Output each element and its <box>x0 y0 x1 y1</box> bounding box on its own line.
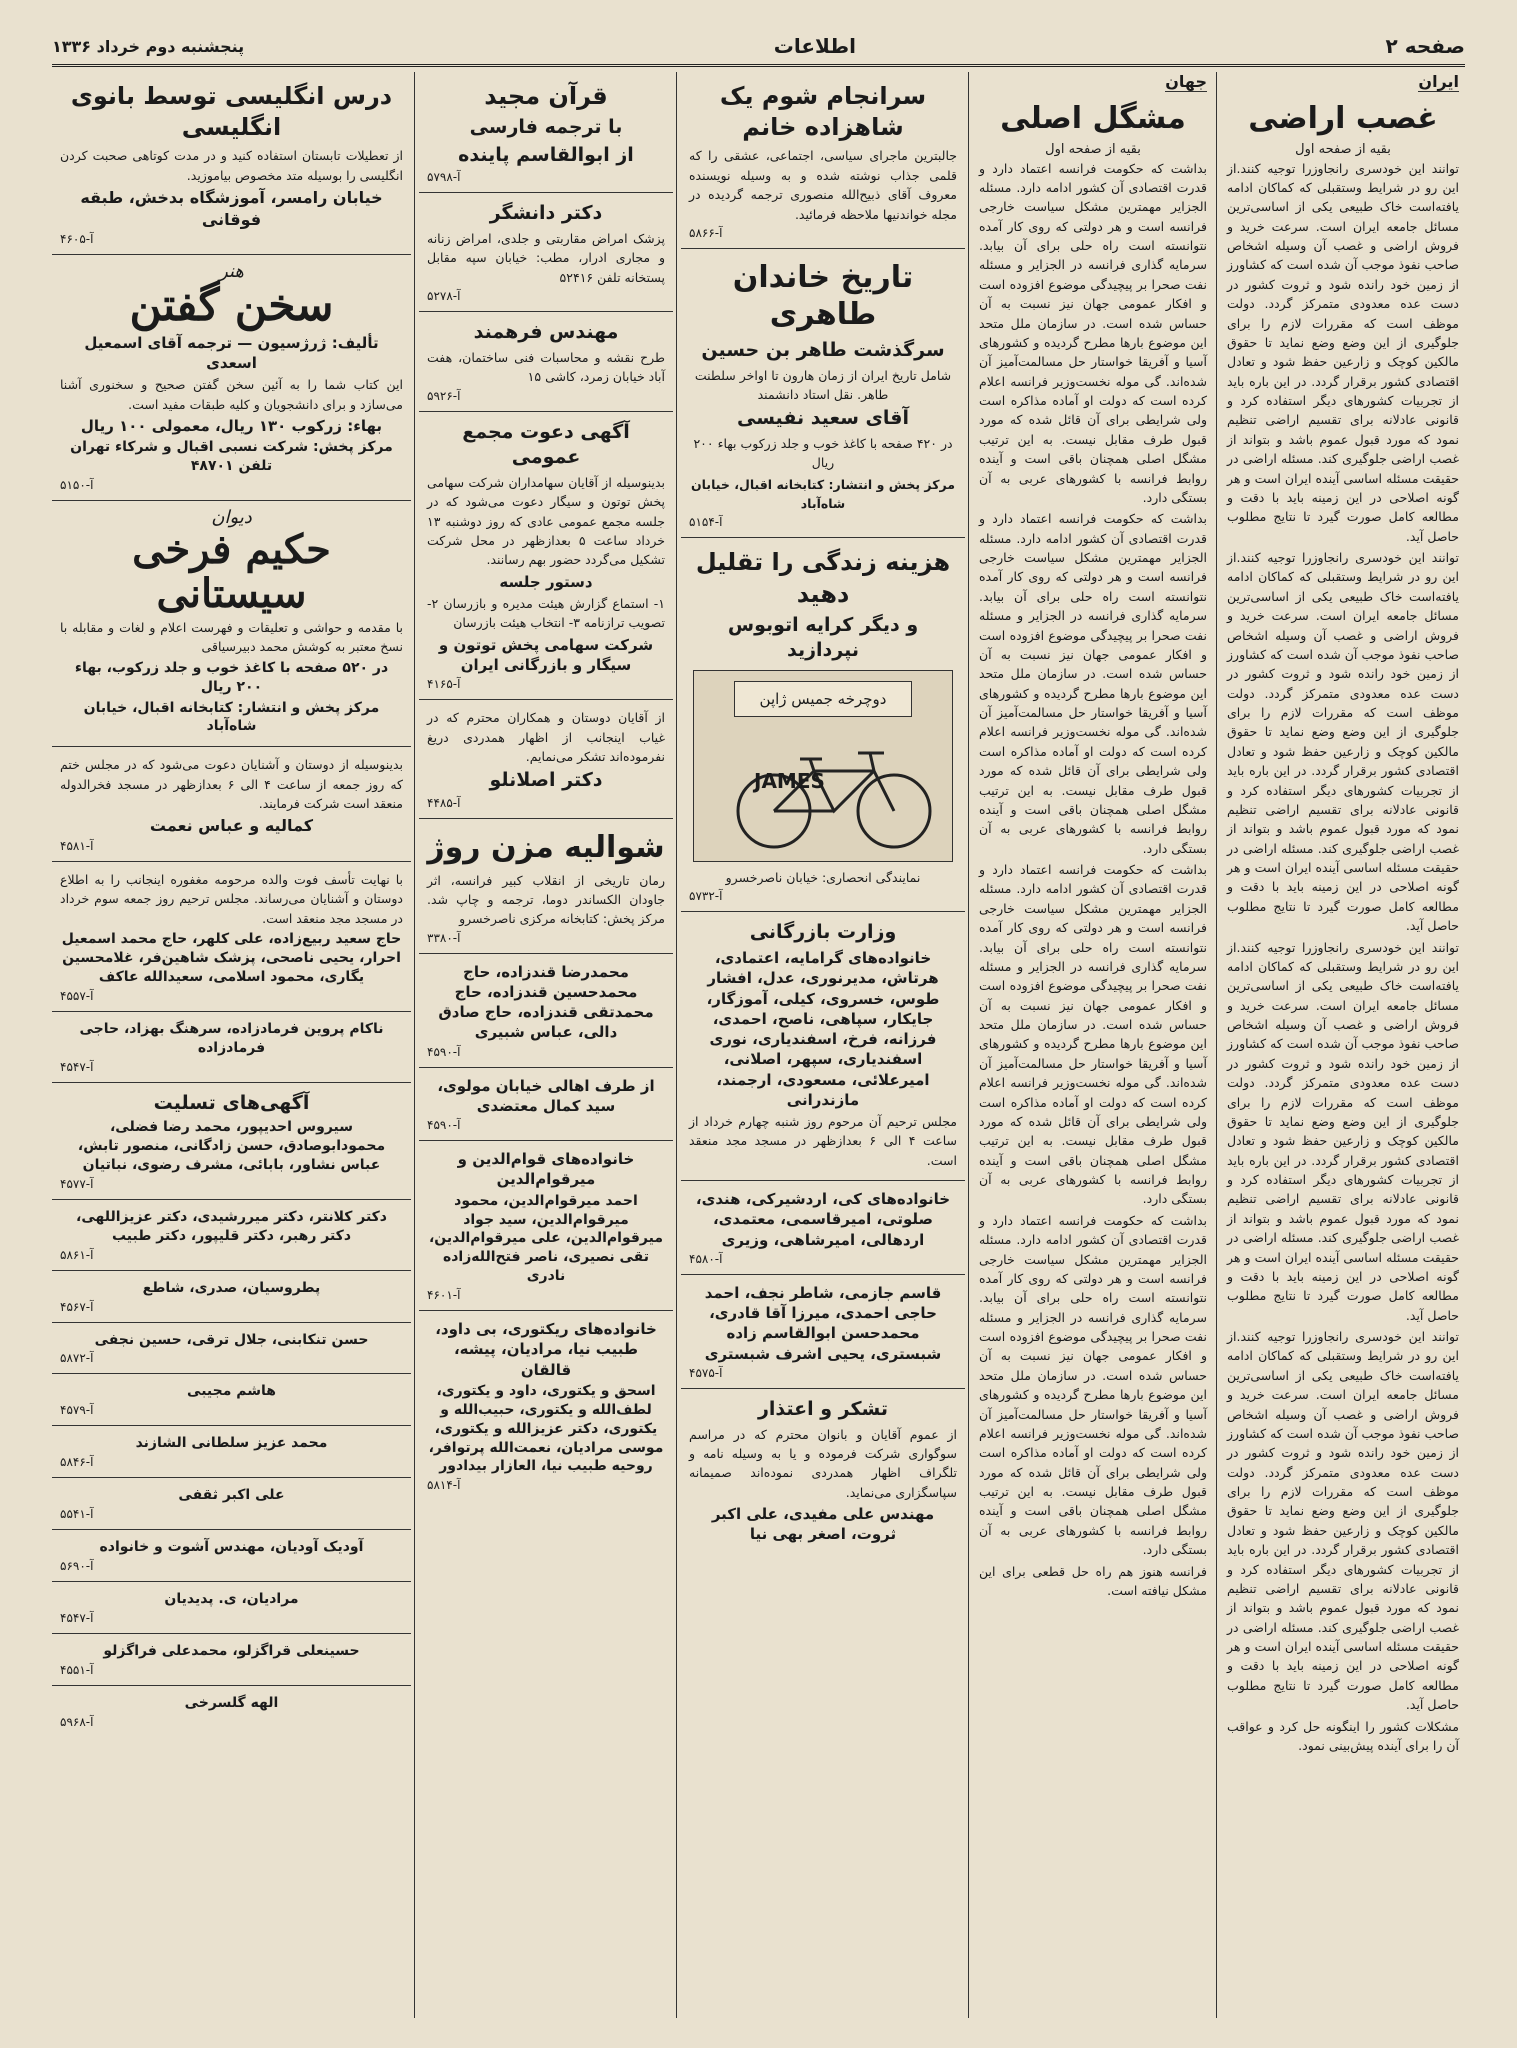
ad-text: از تعطیلات تابستان استفاده کنید و در مدت کوتاهی صحبت کردن انگلیسی را بوسیله متد مخصوص بیاموزید. <box>60 148 403 183</box>
page-header <box>52 28 1465 67</box>
section-tag: جهان <box>1165 72 1207 91</box>
family-names: سیروس احدیپور، محمد رضا فضلی، محمودابوصادق، حسن زادگانی، منصور تابش، عباس نشاور، بابائی، مشرف رضوی، نباتیان <box>77 1119 386 1174</box>
ad-code: آ-۵۷۳۲ <box>689 889 723 904</box>
condolence-section <box>52 1083 411 1200</box>
condolence-notice <box>52 1012 411 1083</box>
ad-code: آ-۵۶۹۰ <box>60 1559 94 1574</box>
column-five <box>52 72 411 2018</box>
article-body: بداشت که حکومت فرانسه اعتماد دارد و قدرت اقتصادی آن کشور ادامه دارد. مسئله الجزایر مهمترین مشکل سیاست خارجی فرانسه است و هر دولتی که روی کار آمده نتوانسته است راه حلی برای آن بیابد. سرمایه گذاری فرانسه در الجزایر و مسئله نفت صحرا بر پیچیدگی موضوع افزوده است و افکار عمومی جهان نیز نسبت به آن حساس شده است. در سازمان ملل متحد این موضوع بارها مطرح گردیده و کشورهای آسیا و آفریقا خواستار حل مسالمت‌آمیز آن شده‌اند. گی موله نخست‌وزیر فرانسه اعلام کرده است که دولت او آماده مذاکره است ولی شرایطی برای آن قائل شده که مورد قبول طرف مقابل نیست. به این ترتیب مشگل اصلی همچنان باقی است و آینده روابط فرانسه با کشورهای عربی به آن بستگی دارد. <box>979 511 1207 856</box>
ad-code: آ-۵۹۲۶ <box>427 388 461 403</box>
continuation-note: بقیه از صفحه اول <box>1295 141 1391 157</box>
ad-code: آ-۴۵۶۷ <box>60 1299 94 1314</box>
doctor-name: دکتر دانشگر <box>489 202 603 225</box>
ad-code: آ-۵۲۷۸ <box>427 289 461 304</box>
article-title: غصب اراضی <box>1248 101 1438 136</box>
ad-code: آ-۴۶۰۱ <box>427 1288 461 1303</box>
book-author: تألیف: ژرژسیون — ترجمه آقای اسمعیل اسعدی <box>84 333 379 372</box>
notice-text: از آقایان دوستان و همکاران محترم که در غیاب اینجانب از اظهار همدردی دریغ نفرموده‌اند تشکر می‌نمایم. <box>427 710 665 765</box>
column-world <box>973 72 1213 2018</box>
continuation-note: بقیه از صفحه اول <box>1045 141 1141 157</box>
doctor-text: پزشک امراض مقاربتی و جلدی، امراض زنانه و مجاری ادرار، مطب: خیابان سپه مقابل پستخانه تلفن ۵۲۴۱۶ <box>427 231 665 285</box>
condolence-notice <box>52 1374 411 1426</box>
condolence-notice <box>419 1311 673 1500</box>
condolence-notice <box>52 1634 411 1686</box>
notice-head: خانواده‌های قوام‌الدین و میرقوام‌الدین <box>457 1150 635 1189</box>
family-names: ناکام پروین فرمادزاده، سرهنگ بهزاد، حاجی فرمادزاده <box>79 1020 384 1056</box>
notice-text: از عموم آقایان و بانوان محترم که در مراسم سوگواری شرکت فرموده و یا به وسیله نامه و تلگراف اظهار همدردی نموده‌اند صمیمانه سپاسگزاری می‌نماید. <box>689 1426 957 1500</box>
article-body: توانند این خودسری رانجاوزرا توجیه کنند.از این رو در شرایط وستقبلی که کماکان ادامه یافته‌است خاک طبیعی یکی از اساسی‌ترین مسائل جامعه ایران است. سرعت خرید و فروش اراضی و غصب آن وسیله اشخاص صاحب نفوذ موجب آن شده است که کشاورز از زمین خود رانده شود و ثروت کشور در دست عده معدودی متمرکز گردد. دولت موظف است که مقررات لازم را برای جلوگیری از این وضع وضع نماید تا حقوق مالکین کوچک و زارعین حفظ شود و تعادل اقتصادی کشور برقرار گردد. در این باره باید از تجربیات کشورهای دیگر استفاده کرد و قانونی عادلانه برای تقسیم اراضی تنظیم نمود که مورد قبول عموم باشد و بتواند از غصب اراضی جلوگیری کند. مسئله اراضی در حقیقت مسئله اساسی آینده ایران است و هر گونه اصلاحی در این زمینه باید با دقت و مطالعه کامل صورت گیرد تا نتایج مطلوب حاصل آید. <box>1227 939 1459 1323</box>
ad-code: آ-۴۵۹۰ <box>427 1044 461 1059</box>
book-distributor: مرکز پخش: شرکت نسبی اقبال و شرکاء تهران تلفن ۴۸۷۰۱ <box>70 439 393 475</box>
ad-code: آ-۴۵۴۷ <box>60 1610 94 1625</box>
condolence-notice <box>52 1530 411 1582</box>
article-closing: فرانسه هنوز هم راه حل قطعی برای این مشکل نیافته است. <box>979 1563 1207 1598</box>
ad-code: آ-۴۵۸۰ <box>689 1251 723 1266</box>
family-names: پطروسیان، صدری، شاطع <box>142 1279 321 1296</box>
ad-code: آ-۵۵۴۱ <box>60 1507 94 1522</box>
section-head: آگهی‌های تسلیت <box>153 1091 310 1114</box>
ad-address: خیابان رامسر، آموزشگاه بدخش، طبقه فوقانی <box>80 188 383 229</box>
company-name: شرکت سهامی پخش توتون و سیگار و بازرگانی ایران <box>438 635 654 675</box>
ad-code: آ-۴۵۵۷ <box>60 988 94 1003</box>
book-price: در ۴۲۰ صفحه با کاغذ خوب و جلد زرکوب بهاء ۲۰۰ ریال <box>693 435 953 471</box>
family-names: علی اکبر ثقفی <box>178 1487 285 1504</box>
article-body: بداشت که حکومت فرانسه اعتماد دارد و قدرت اقتصادی آن کشور ادامه دارد. مسئله الجزایر مهمترین مشکل سیاست خارجی فرانسه است و هر دولتی که روی کار آمده نتوانسته است راه حلی برای آن بیابد. سرمایه گذاری فرانسه در الجزایر و مسئله نفت صحرا بر پیچیدگی موضوع افزوده است و افکار عمومی جهان نیز نسبت به آن حساس شده است. در سازمان ملل متحد این موضوع بارها مطرح گردیده و کشورهای آسیا و آفریقا خواستار حل مسالمت‌آمیز آن شده‌اند. گی موله نخست‌وزیر فرانسه اعلام کرده است که دولت او آماده مذاکره است ولی شرایطی برای آن قائل شده که مورد قبول طرف مقابل نیست. به این ترتیب مشگل اصلی همچنان باقی است و آینده روابط فرانسه با کشورهای عربی به آن بستگی دارد. <box>979 1212 1207 1558</box>
issue-date: پنجشنبه دوم خرداد ۱۳۳۶ <box>52 36 245 56</box>
bicycle-icon <box>694 671 964 861</box>
column-rule <box>414 72 415 2018</box>
bicycle-ad <box>681 538 965 912</box>
book-text: شامل تاریخ ایران از زمان هارون تا اواخر سلطنت طاهر. نقل استاد دانشمند <box>694 367 952 402</box>
column-rule <box>968 72 969 2018</box>
family-names: دکتر کلانتر، دکتر میررشیدی، دکتر عزیزاللهی، دکتر رهبر، دکتر قلیپور، دکتر طبیب <box>76 1208 387 1244</box>
book-price: در ۵۲۰ صفحه با کاغذ خوب و جلد زرکوب، بهاء ۲۰۰ ریال <box>74 659 389 695</box>
article-body: بداشت که حکومت فرانسه اعتماد دارد و قدرت اقتصادی آن کشور ادامه دارد. مسئله الجزایر مهمترین مشکل سیاست خارجی فرانسه است و هر دولتی که روی کار آمده نتوانسته است راه حلی برای آن بیابد. سرمایه گذاری فرانسه در الجزایر و مسئله نفت صحرا بر پیچیدگی موضوع افزوده است و افکار عمومی جهان نیز نسبت به آن حساس شده است. در سازمان ملل متحد این موضوع بارها مطرح گردیده و کشورهای آسیا و آفریقا خواستار حل مسالمت‌آمیز آن شده‌اند. گی موله نخست‌وزیر فرانسه اعلام کرده است که دولت او آماده مذاکره است ولی شرایطی برای آن قائل شده که مورد قبول طرف مقابل نیست. به این ترتیب مشگل اصلی همچنان باقی است و آینده روابط فرانسه با کشورهای عربی به آن بستگی دارد. <box>979 862 1207 1207</box>
book-title-small: دیوان <box>211 506 252 528</box>
column-four <box>419 72 673 2018</box>
notice-head: خانواده‌های ریکتوری، بی داود، طبیب نیا، مرادیان، پیشه، قالقان <box>435 1320 657 1379</box>
family-names: مهندس علی مفیدی، علی اکبر ثروت، اصغر بهی نیا <box>711 1505 935 1544</box>
invitation-notice <box>52 747 411 862</box>
ad-headline: هزینه زندگی را تقلیل دهید <box>695 548 951 608</box>
doctor-ad <box>419 193 673 312</box>
column-iran <box>1221 72 1465 2018</box>
condolence-notice <box>52 1478 411 1530</box>
family-names: کمالیه و عباس نعمت <box>149 816 314 836</box>
ad-code: آ-۵۸۶۶ <box>689 225 723 240</box>
book-text: با مقدمه و حواشی و تعلیقات و فهرست اعلام و لغات و مقابله با نسخ معتبر به کوشش محمد دبیرسیاقی <box>60 619 403 655</box>
agenda-items: ۱- استماع گزارش هیئت مدیره و بازرسان ۲- تصویب ترازنامه ۳- انتخاب هیئت بازرسان <box>427 596 665 631</box>
family-names: آودیک آودیان، مهندس آشوت و خانواده <box>99 1539 364 1556</box>
story-text: جالبترین ماجرای سیاسی، اجتماعی، عشقی را که قلمی جذاب نوشته شده و به وسیله نویسنده معروف آقای ذبیح‌الله منصوری ترجمه گردیده در مجله خواندنیها ملاحظه فرمائید. <box>689 148 957 222</box>
thanks-notice <box>681 1389 965 1555</box>
engineer-ad <box>419 312 673 411</box>
book-text: رمان تاریخی از انقلاب کبیر فرانسه، اثر جاودان الکساندر دوما، ترجمه و چاپ شد. مرکز پخش: کتابخانه مرکزی ناصرخسرو <box>427 872 665 927</box>
book-distributor: مرکز پخش و انتشار: کتابخانه اقبال، خیابان شاه‌آباد <box>83 699 380 735</box>
family-names: حسن تنکابنی، جلال ترقی، حسین نجفی <box>94 1331 369 1348</box>
ad-code: آ-۴۵۸۱ <box>60 839 94 854</box>
ad-code: آ-۵۷۹۸ <box>427 170 461 185</box>
ad-code: آ-۴۵۵۱ <box>60 1662 94 1677</box>
ad-headline: درس انگلیسی توسط بانوی انگلیسی <box>70 82 393 142</box>
book-title: تاریخ خاندان طاهری <box>732 259 914 333</box>
book-text: این کتاب شما را به آئین سخن گفتن صحیح و سخنوری آشنا می‌سازد و برای دانشجویان و کلیه طبقات مفید است. <box>60 377 403 412</box>
story-title: سرانجام شوم یک شاهزاده خانم <box>719 82 927 142</box>
column-three <box>681 72 965 2018</box>
family-names: مرادیان، ی. پدیدیان <box>164 1591 299 1608</box>
notice-text: مجلس ترحیم آن مرحوم روز شنبه چهارم خرداد از ساعت ۴ الی ۶ بعدازظهر در مسجد مجد منعقد است. <box>689 1114 957 1168</box>
book-title: شوالیه مزن روژ <box>427 830 665 866</box>
assembly-notice <box>419 412 673 701</box>
ad-subtext: نمایندگی انحصاری: خیابان ناصرخسرو <box>725 870 921 886</box>
ad-code: آ-۴۴۸۵ <box>427 796 461 811</box>
condolence-notice <box>52 1271 411 1323</box>
condolence-notice <box>52 1426 411 1478</box>
notice-head: تشکر و اعتذار <box>757 1397 889 1420</box>
notice-text: با نهایت تأسف فوت والده مرحومه مغفوره اینجانب را به اطلاع دوستان و آشنایان می‌رساند. مجلس ترحیم روز جمعه سوم خرداد در مسجد مجد منعقد است. <box>60 872 403 926</box>
section-tag: ایران <box>1418 72 1459 91</box>
ad-code: آ-۵۱۵۰ <box>60 477 94 492</box>
family-names: محمد عزیز سلطانی الشازند <box>135 1435 328 1452</box>
column-rule <box>1216 72 1217 2018</box>
family-names: حسینعلی قراگزلو، محمدعلی فراگزلو <box>103 1642 360 1659</box>
book-author: از ابوالقاسم پاینده <box>458 143 634 166</box>
ad-code: آ-۴۵۹۰ <box>427 1118 461 1133</box>
notice-head: وزارت بازرگانی <box>749 921 897 944</box>
notice-head: آگهی دعوت مجمع عمومی <box>462 420 630 469</box>
ad-code: آ-۴۵۴۷ <box>60 1059 94 1074</box>
ad-code: آ-۴۵۷۵ <box>689 1365 723 1380</box>
column-rule <box>676 72 677 2018</box>
notice-signature: دکتر اصلانلو <box>489 769 603 792</box>
condolence-notice <box>52 862 411 1012</box>
engineer-name: مهندس فرهمند <box>473 321 619 344</box>
family-names: احمد میرقوام‌الدین، محمود میرقوام‌الدین، سید جواد میرقوام‌الدین، علی میرقوام‌الدین، تقی نصیری، ناصر فتح‌الله‌زاده نادری <box>428 1192 663 1285</box>
ad-code: آ-۵۸۴۶ <box>60 1455 94 1470</box>
family-names: محمدرضا قندزاده، حاج محمدحسین قندزاده، حاج محمدتقی قندزاده، حاج صادق دالی، عباس شبیری <box>438 962 654 1042</box>
ad-code: آ-۳۳۸۰ <box>427 930 461 945</box>
quran-ad <box>419 72 673 193</box>
notice-text: بدینوسیله از آقایان سهامداران شرکت سهامی پخش توتون و سیگار دعوت می‌شود که در جلسه مجمع عمومی عادی که روز دوشنبه ۱۳ خرداد ساعت ۵ بعدازظهر در محل شرکت تشکیل می‌گردد حضور بهم رسانند. <box>427 474 665 568</box>
article-body: توانند این خودسری رانجاوزرا توجیه کنند.از این رو در شرایط وستقبلی که کماکان ادامه یافته‌است خاک طبیعی یکی از اساسی‌ترین مسائل جامعه ایران است. سرعت خرید و فروش اراضی و غصب آن وسیله اشخاص صاحب نفوذ موجب آن شده است که کشاورز از زمین خود رانده شود و ثروت کشور در دست عده معدودی متمرکز گردد. دولت موظف است که مقررات لازم را برای جلوگیری از این وضع وضع نماید تا حقوق مالکین کوچک و زارعین حفظ شود و تعادل اقتصادی کشور برقرار گردد. در این باره باید از تجربیات کشورهای دیگر استفاده کرد و قانونی عادلانه برای تقسیم اراضی تنظیم نمود که مورد قبول عموم باشد و بتواند از غصب اراضی جلوگیری کند. مسئله اراضی در حقیقت مسئله اساسی آینده ایران است و هر گونه اصلاحی در این زمینه باید با دقت و مطالعه کامل صورت گیرد تا نتایج مطلوب حاصل آید. <box>1227 160 1459 544</box>
family-names: خانواده‌های کی، اردشیرکی، هندی، صلوتی، امیرقاسمی، معتمدی، اردهالی، امیرشاهی، وزیری <box>695 1190 951 1249</box>
book-title-small: هنر <box>219 261 244 283</box>
thanks-notice <box>419 700 673 819</box>
bicycle-illustration <box>693 670 953 862</box>
notice-text: بدینوسیله از دوستان و آشنایان دعوت می‌شود که در مجلس ختم که روز جمعه از ساعت ۴ الی ۶ بعدازظهر در مسجد فخرالدوله منعقد است شرکت فرمایند. <box>60 757 403 812</box>
ad-code: آ-۴۵۷۹ <box>60 1403 94 1418</box>
condolence-notice <box>419 1141 673 1311</box>
condolence-notice <box>419 954 673 1068</box>
family-names: از طرف اهالی خیابان مولوی، سید کمال معتضدی <box>437 1076 655 1115</box>
family-names: اسحق و یکتوری، داود و یکتوری، لطف‌الله و یکتوری، حبیب‌الله و یکتوری، دکتر عزیزالله و یکتوری، موسی مرادیان، نعمت‌الله پرتوافر، روحیه طبیب نیا، العازار بیدادور <box>428 1382 664 1475</box>
book-ad-divan <box>52 501 411 747</box>
condolence-notice <box>681 1275 965 1389</box>
book-subtitle: سرگذشت طاهر بن حسین <box>701 338 945 361</box>
book-title-calligraphy: سخن گفتن <box>129 280 334 332</box>
ad-code: آ-۵۱۵۴ <box>689 515 723 530</box>
book-ad-tahiri <box>681 249 965 539</box>
ad-code: آ-۴۱۶۵ <box>427 677 461 692</box>
ad-code: آ-۵۸۱۴ <box>427 1478 461 1493</box>
book-author: آقای سعید نفیسی <box>737 407 909 430</box>
story-ad <box>681 72 965 249</box>
book-ad-honar <box>52 255 411 501</box>
ad-code: آ-۴۶۰۵ <box>60 232 94 247</box>
article-title: مشگل اصلی <box>1000 101 1186 136</box>
english-lesson-ad <box>52 72 411 255</box>
brand-name: JAMES <box>754 769 825 794</box>
novel-ad <box>419 819 673 954</box>
ad-code: آ-۴۵۷۷ <box>60 1176 94 1191</box>
condolence-notice <box>52 1582 411 1634</box>
book-title-calligraphy: حکیم فرخی سیستانی <box>132 525 331 617</box>
ad-code: آ-۵۸۷۲ <box>60 1351 94 1366</box>
family-names: هاشم مجیبی <box>187 1383 276 1400</box>
condolence-notice <box>419 1068 673 1142</box>
family-names: خانواده‌های گرامایه، اعتمادی، هرتاش، مدیرنوری، عدل، افشار طوس، خسروی، کیلی، آموزگار، جایکار، سپاهی، ناصح، احمدی، فرزانه، فرخ، اسفندیاری، نوری اسفندیاری، سپهر، اصلانی، امیرعلائی، مسعودی، ارجمند، مازندرانی <box>706 949 940 1109</box>
family-names: حاج سعید ربیع‌زاده، علی کلهر، حاج محمد اسمعیل احرار، یحیی ناصحی، پزشک شاهین‌فر، غلامحسین یگاری، محمود اسلامی، سعیدالله عاکف <box>61 931 402 985</box>
ad-code: آ-۵۸۶۱ <box>60 1247 94 1262</box>
newspaper-name: اطلاعات <box>773 34 856 58</box>
condolence-notice <box>52 1323 411 1375</box>
page-number: صفحه ۲ <box>1385 34 1465 58</box>
ad-ribbon: دوچرخه جمیس ژاپن <box>734 681 912 717</box>
article-body: توانند این خودسری رانجاوزرا توجیه کنند.از این رو در شرایط وستقبلی که کماکان ادامه یافته‌است خاک طبیعی یکی از اساسی‌ترین مسائل جامعه ایران است. سرعت خرید و فروش اراضی و غصب آن وسیله اشخاص صاحب نفوذ موجب آن شده است که کشاورز از زمین خود رانده شود و ثروت کشور در دست عده معدودی متمرکز گردد. دولت موظف است که مقررات لازم را برای جلوگیری از این وضع وضع نماید تا حقوق مالکین کوچک و زارعین حفظ شود و تعادل اقتصادی کشور برقرار گردد. در این باره باید از تجربیات کشورهای دیگر استفاده کرد و قانونی عادلانه برای تقسیم اراضی تنظیم نمود که مورد قبول عموم باشد و بتواند از غصب اراضی جلوگیری کند. مسئله اراضی در حقیقت مسئله اساسی آینده ایران است و هر گونه اصلاحی در این زمینه باید با دقت و مطالعه کامل صورت گیرد تا نتایج مطلوب حاصل آید. <box>1227 550 1459 934</box>
family-names: الهه گلسرخی <box>184 1694 279 1711</box>
book-subtitle: با ترجمه فارسی <box>469 116 623 139</box>
ad-headline-2: و دیگر کرایه اتوبوس نپردازید <box>727 613 919 662</box>
family-names: قاسم جازمی، شاطر نجف، احمد حاجی احمدی، میرزا آقا قادری، محمدحسن ابوالقاسم زاده شبستری، یحیی اشرف شبستری <box>704 1283 942 1363</box>
article-body: توانند این خودسری رانجاوزرا توجیه کنند.از این رو در شرایط وستقبلی که کماکان ادامه یافته‌است خاک طبیعی یکی از اساسی‌ترین مسائل جامعه ایران است. سرعت خرید و فروش اراضی و غصب آن وسیله اشخاص صاحب نفوذ موجب آن شده است که کشاورز از زمین خود رانده شود و ثروت کشور در دست عده معدودی متمرکز گردد. دولت موظف است که مقررات لازم را برای جلوگیری از این وضع وضع نماید تا حقوق مالکین کوچک و زارعین حفظ شود و تعادل اقتصادی کشور برقرار گردد. در این باره باید از تجربیات کشورهای دیگر استفاده کرد و قانونی عادلانه برای تقسیم اراضی تنظیم نمود که مورد قبول عموم باشد و بتواند از غصب اراضی جلوگیری کند. مسئله اراضی در حقیقت مسئله اساسی آینده ایران است و هر گونه اصلاحی در این زمینه باید با دقت و مطالعه کامل صورت گیرد تا نتایج مطلوب حاصل آید. <box>1227 1329 1459 1713</box>
condolence-notice <box>52 1200 411 1271</box>
condolence-notice <box>681 1181 965 1275</box>
article-closing: مشکلات کشور را اینگونه حل کرد و عواقب آن را برای آینده پیش‌بینی نمود. <box>1227 1718 1459 1753</box>
agenda-head: دستور جلسه <box>499 572 593 591</box>
ad-code: آ-۵۹۶۸ <box>60 1714 94 1729</box>
condolence-notice <box>52 1686 411 1737</box>
book-title: قرآن مجید <box>484 82 608 110</box>
book-distributor: مرکز پخش و انتشار: کتابخانه اقبال، خیابان شاه‌آباد <box>691 476 955 512</box>
ministry-notice <box>681 912 965 1181</box>
article-body: بداشت که حکومت فرانسه اعتماد دارد و قدرت اقتصادی آن کشور ادامه دارد. مسئله الجزایر مهمترین مشکل سیاست خارجی فرانسه است و هر دولتی که روی کار آمده نتوانسته است راه حلی برای آن بیابد. سرمایه گذاری فرانسه در الجزایر و مسئله نفت صحرا بر پیچیدگی موضوع افزوده است و افکار عمومی جهان نیز نسبت به آن حساس شده است. در سازمان ملل متحد این موضوع بارها مطرح گردیده و کشورهای آسیا و آفریقا خواستار حل مسالمت‌آمیز آن شده‌اند. گی موله نخست‌وزیر فرانسه اعلام کرده است که دولت او آماده مذاکره است ولی شرایطی برای آن قائل شده که مورد قبول طرف مقابل نیست. به این ترتیب مشگل اصلی همچنان باقی است و آینده روابط فرانسه با کشورهای عربی به آن بستگی دارد. <box>979 160 1207 505</box>
engineer-text: طرح نقشه و محاسبات فنی ساختمان، هفت آباد خیابان زمرد، کاشی ۱۵ <box>427 349 665 385</box>
book-price: بهاء: زرکوب ۱۳۰ ریال، معمولی ۱۰۰ ریال <box>80 416 383 435</box>
